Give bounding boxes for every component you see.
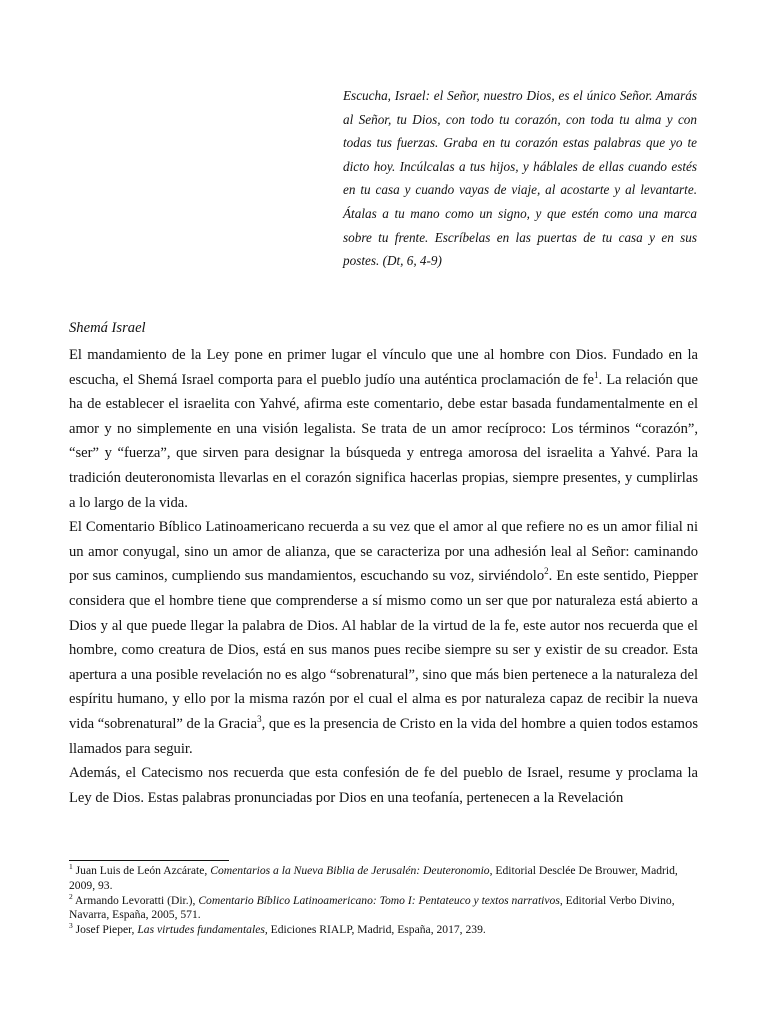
paragraph-3: Además, el Catecismo nos recuerda que esta confesión de fe del pueblo de Israel, resume y proclama la Ley de Dios. Estas palabras pronunciadas por Dios en una teofanía, pertenecen a la Revelación (69, 765, 698, 806)
paragraph-2-text-c: , que es la presencia de Cristo en la vida del hombre a quien todos estamos llamados para seguir. (69, 715, 698, 757)
footnote-2-number: 2 (69, 891, 73, 901)
epigraph-quote: Escucha, Israel: el Señor, nuestro Dios, es el único Señor. Amarás al Señor, tu Dios, con todo tu corazón, con toda tu alma y con todas tus fuerzas. Graba en tu corazón estas palabras que yo te dicto hoy. Incúlcalas a tus hijos, y háblales de ellas cuando estés en tu casa y cuando vayas de viaje, al acostarte y al levantarte. Átalas a tu mano como un signo, y que estén como una marca sobre tu frente. Escríbelas en las puertas de tu casa y en sus postes. (Dt, 6, 4-9) (343, 88, 697, 269)
footnote-1-author: Juan Luis de León Azcárate, (72, 864, 211, 877)
footnote-3 (69, 923, 698, 938)
footnote-ref-2[interactable]: 2 (544, 566, 549, 577)
footnote-ref-3[interactable]: 3 (257, 714, 262, 725)
footnote-2-author: Armando Levoratti (Dir.), (72, 893, 199, 907)
footnote-2-rest: , Editorial Verbo Divino, Navarra, España, 2005, 571. (69, 893, 675, 922)
footnote-separator (69, 860, 229, 861)
paragraph-1-text-b: . La relación que ha de establecer el israelita con Yahvé, afirma este comentario, debe estar basada fundamentalmente en el amor y no simplemente en una visión legalista. Se trata de un amor recíproco: Los términos “corazón”, “ser” y “fuerza”, que sirven para designar la búsqueda y entrega amorosa del israelita a Yahvé. Para la tradición deuteronomista llevarlas en el corazón significa hacerlas propias, siempre presentes, y cumplirlas a lo largo de la vida. (69, 371, 698, 511)
footnote-3-author: Josef Pieper, (72, 923, 138, 937)
footnote-1-rest: , Editorial Desclée De Brouwer, Madrid, 2009, 93. (69, 864, 678, 892)
paragraph-1 (69, 343, 698, 515)
footnote-ref-1[interactable]: 1 (593, 369, 599, 380)
footnote-2-title: Comentario Bíblico Latinoamericano: Tomo I: Pentateuco y textos narrativos (198, 893, 560, 907)
footnote-1 (69, 864, 698, 894)
paragraph-1-text-a: El mandamiento de la Ley pone en primer lugar el vínculo que une al hombre con Dios. Fundado en la escucha, el Shemá Israel comporta para el pueblo judío una auténtica proclamación de fe (69, 347, 698, 388)
footnotes (69, 864, 698, 938)
body-text (69, 343, 698, 810)
paragraph-2 (69, 515, 698, 761)
footnote-3-title: Las virtudes fundamentales, (137, 923, 268, 937)
footnote-3-number: 3 (69, 921, 73, 931)
paragraph-2-text-a: El Comentario Bíblico Latinoamericano recuerda a su vez que el amor al que refiere no es un amor filial ni un amor conyugal, sino un amor de alianza, que se caracteriza por una adhesión leal al Señor: caminando por sus caminos, cumpliendo sus mandamientos, escuchando su voz, sirviéndolo (69, 519, 698, 585)
footnote-1-title: Comentarios a la Nueva Biblia de Jerusalén: Deuteronomio (210, 864, 490, 877)
paragraph-2-text-b: . En este sentido, Piepper considera que el hombre tiene que comprenderse a sí mismo como un ser que por naturaleza está abierto a Dios y al que puede llegar la palabra de Dios. Al hablar de la virtud de la fe, este autor nos recuerda que el hombre, como creatura de Dios, está en sus manos pues recibe siempre su ser y existir de su creador. Esta apertura a una posible revelación no es algo “sobrenatural”, sino que más bien pertenece a la naturaleza del espíritu humano, y ello por la misma razón por el cual el alma es por naturaleza capaz de recibir la nueva vida “sobrenatural” de la Gracia (69, 568, 698, 732)
footnote-3-rest: Ediciones RIALP, Madrid, España, 2017, 239. (267, 923, 486, 937)
footnote-1-number: 1 (69, 862, 73, 872)
footnote-2 (69, 891, 698, 924)
section-heading: Shemá Israel (69, 320, 146, 336)
